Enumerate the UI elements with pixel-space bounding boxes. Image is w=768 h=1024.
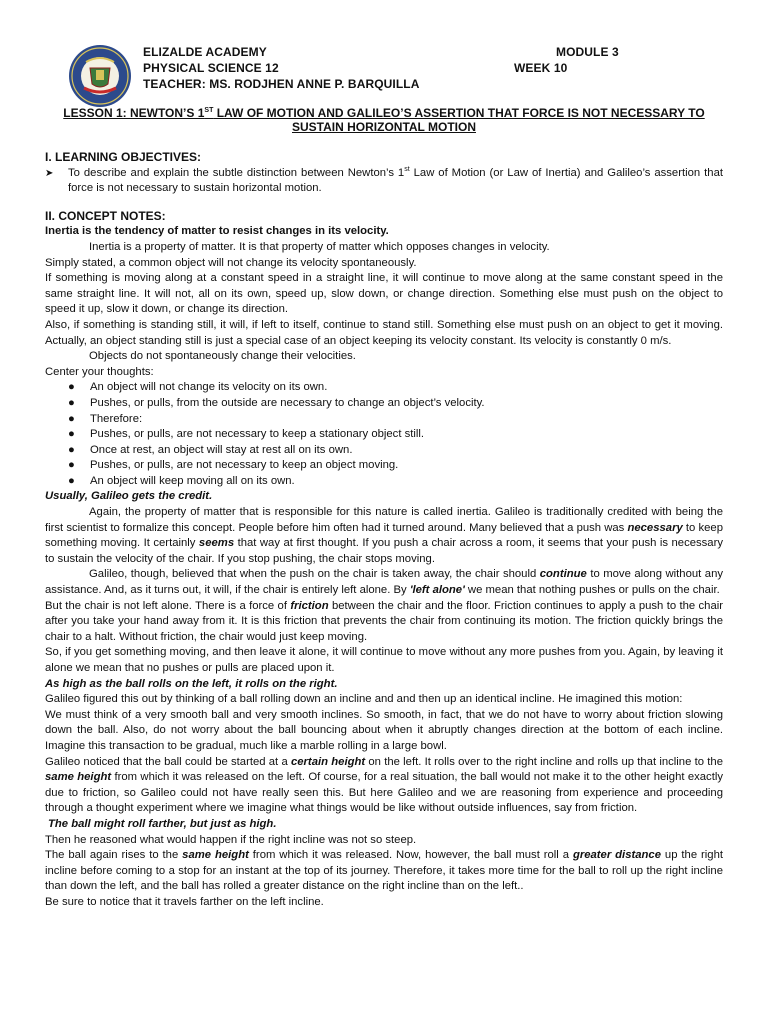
module-content: [45, 150, 723, 911]
inertia-subheading: Inertia is the tendency of matter to resist changes in its velocity.: [45, 225, 389, 238]
list-item: [45, 458, 723, 474]
bullet-icon: ●: [68, 381, 75, 394]
list-item-text: An object will not change its velocity on its own.: [90, 381, 328, 394]
paragraph: [45, 505, 723, 567]
emphasis: 'left alone': [409, 584, 465, 597]
subject-name: PHYSICAL SCIENCE 12: [143, 61, 279, 75]
list-item-text: An object will keep moving all on its own.: [90, 474, 295, 487]
school-logo: [68, 44, 132, 108]
list-item-text: Pushes, or pulls, from the outside are necessary to change an object’s velocity.: [90, 396, 485, 409]
list-item-text: Pushes, or pulls, are not necessary to keep an object moving.: [90, 459, 399, 472]
text-run: The ball again rises to the: [45, 849, 183, 862]
lesson-title-part: SUSTAIN HORIZONTAL MOTION: [292, 120, 476, 134]
objective-item: [45, 166, 723, 197]
list-item-text: Pushes, or pulls, are not necessary to keep a stationary object still.: [90, 428, 425, 441]
paragraph: Galileo figured this out by thinking of a ball rolling down an incline and and then up an identical incline. He imagined this motion:: [45, 693, 683, 706]
paragraph: Simply stated, a common object will not change its velocity spontaneously.: [45, 256, 417, 269]
ball-subheading: As high as the ball rolls on the left, it rolls on the right.: [45, 677, 338, 690]
list-item: [45, 443, 723, 459]
text-run: to keep something moving. It certainly: [45, 521, 723, 550]
lesson-title: [44, 106, 724, 134]
list-item: [45, 396, 723, 412]
paragraph: Center your thoughts:: [45, 365, 154, 378]
paragraph: Be sure to notice that it travels farther on the left incline.: [45, 895, 324, 908]
paragraph: Also, if something is standing still, it will, if left to itself, continue to stand still. Something else must push on an object to get it moving. Actually, an object standing still is just a special case of an object keeping its velocity constant. Its velocity is constantly 0 m/s.: [45, 318, 723, 347]
objective-text: To describe and explain the subtle distinction between Newton’s 1: [68, 166, 405, 179]
text-run: to move along without any assistance. And, as it turns out, it will, if the chair is entirely left alone. By: [45, 568, 723, 597]
farther-subheading: The ball might roll farther, but just as high.: [48, 817, 277, 830]
bullet-icon: ●: [68, 428, 75, 441]
text-run: between the chair and the floor. Friction continues to apply a push to the chair after you take your hand away from it. It is this friction that prevents the chair from continuing its motion. The friction quickly brings the chair to a halt. Without friction, the chair would just keep moving.: [45, 599, 723, 643]
bullet-icon: ●: [68, 459, 75, 472]
text-run: Again, the property of matter that is responsible for this nature is called inertia. Galileo is traditionally credited with being the first scientist to formalize this concept. People before him often had it turned around. Many believed that a push was: [45, 506, 723, 534]
text-run: from which it was released. Now, however, the ball must roll a: [248, 849, 573, 862]
thoughts-list: [45, 380, 723, 489]
galileo-subheading: Usually, Galileo gets the credit.: [45, 490, 213, 503]
paragraph: [45, 567, 723, 598]
paragraph: [45, 848, 723, 895]
list-item: [45, 380, 723, 396]
bullet-icon: ●: [68, 443, 75, 456]
bullet-icon: ●: [68, 396, 75, 409]
emphasis: continue: [539, 568, 587, 581]
emphasis: necessary: [627, 521, 683, 534]
emphasis: friction: [290, 599, 329, 612]
paragraph: [45, 755, 723, 817]
emphasis: greater distance: [572, 849, 661, 862]
list-item: [45, 474, 723, 490]
arrow-bullet-icon: ➤: [45, 167, 54, 179]
objective-sup: st: [404, 165, 410, 173]
text-run: Galileo noticed that the ball could be started at a: [45, 755, 291, 768]
text-run: that way at first thought. If you push a chair across a room, it seems that your push is necessary to sustain the velocity of the chair. If you stop pushing, the chair stops moving.: [45, 537, 724, 565]
lesson-title-part: LESSON 1: NEWTON’S 1: [63, 106, 205, 120]
bullet-icon: ●: [68, 474, 75, 487]
text-run: up the right incline before coming to a stop for an instant at the top of its journey. Therefore, it takes more time for the ball to roll up the right incline than down the left, and the ball has rolled a greater distance on the right incline than on the left..: [45, 849, 723, 893]
text-run: But the chair is not left alone. There is a force of: [45, 599, 291, 612]
list-item: [45, 412, 723, 428]
concept-heading: II. CONCEPT NOTES:: [45, 208, 166, 223]
text-run: Galileo, though, believed that when the push on the chair is taken away, the chair should: [89, 568, 540, 581]
bullet-icon: ●: [68, 412, 75, 425]
emphasis: certain height: [290, 755, 366, 768]
emphasis: seems: [198, 537, 235, 550]
lesson-title-sup: ST: [204, 107, 214, 114]
paragraph: We must think of a very smooth ball and very smooth inclines. So smooth, in fact, that we do not have to worry about friction slowing down the ball. Also, do not worry about the ball bouncing about when it abruptly changes direction at the bottom of each incline. Imagine this transaction to be gradual, much like a marble rolling in a large bowl.: [45, 708, 723, 752]
paragraph: Objects do not spontaneously change their velocities.: [89, 350, 356, 363]
lesson-title-part: LAW OF MOTION AND GALILEO’S ASSERTION THAT FORCE IS NOT NECESSARY TO: [213, 106, 705, 120]
paragraph: Inertia is a property of matter. It is that property of matter which opposes changes in velocity.: [89, 240, 550, 253]
paragraph: [45, 599, 723, 646]
list-item-text: Once at rest, an object will stay at rest all on its own.: [90, 443, 353, 456]
paragraph: If something is moving along at a constant speed in a straight line, it will continue to move along at the same constant speed in the same straight line. It will not, all on its own, speed up, slow down, or change direction. Something else must push on the object to speed it up, slow it down, or change its direction.: [45, 272, 723, 316]
emphasis: same height: [182, 849, 249, 862]
objective-text: Law of Motion (or Law of Inertia) and Galileo’s assertion that force is not necessary to sustain horizontal motion.: [68, 166, 723, 195]
paragraph: So, if you get something moving, and then leave it alone, it will continue to move without any more pushes from you. Again, by leaving it alone we mean that no pushes or pulls are placed upon it.: [45, 646, 723, 674]
emphasis: same height: [45, 771, 112, 784]
text-run: we mean that nothing pushes or pulls on the chair.: [464, 584, 720, 597]
objectives-heading: I. LEARNING OBJECTIVES:: [45, 150, 202, 164]
text-run: from which it was released on the left. Of course, for a real situation, the ball would not make it to the other height exactly due to friction, so Galileo could not have really seen this. But here Galileo and we are reasoning from experience and proceeding through a thought experiment where we imagine what things would be like without outside influences, say from friction.: [45, 771, 723, 815]
paragraph: Then he reasoned what would happen if the right incline was not so steep.: [45, 833, 417, 846]
text-run: on the left. It rolls over to the right incline and rolls up that incline to the: [365, 755, 723, 768]
week-number: WEEK 10: [514, 61, 568, 75]
school-name: ELIZALDE ACADEMY: [143, 45, 267, 59]
teacher-name: TEACHER: MS. RODJHEN ANNE P. BARQUILLA: [143, 77, 420, 91]
list-item: [45, 427, 723, 443]
list-item-text: Therefore:: [90, 412, 143, 425]
module-number: MODULE 3: [556, 45, 619, 59]
